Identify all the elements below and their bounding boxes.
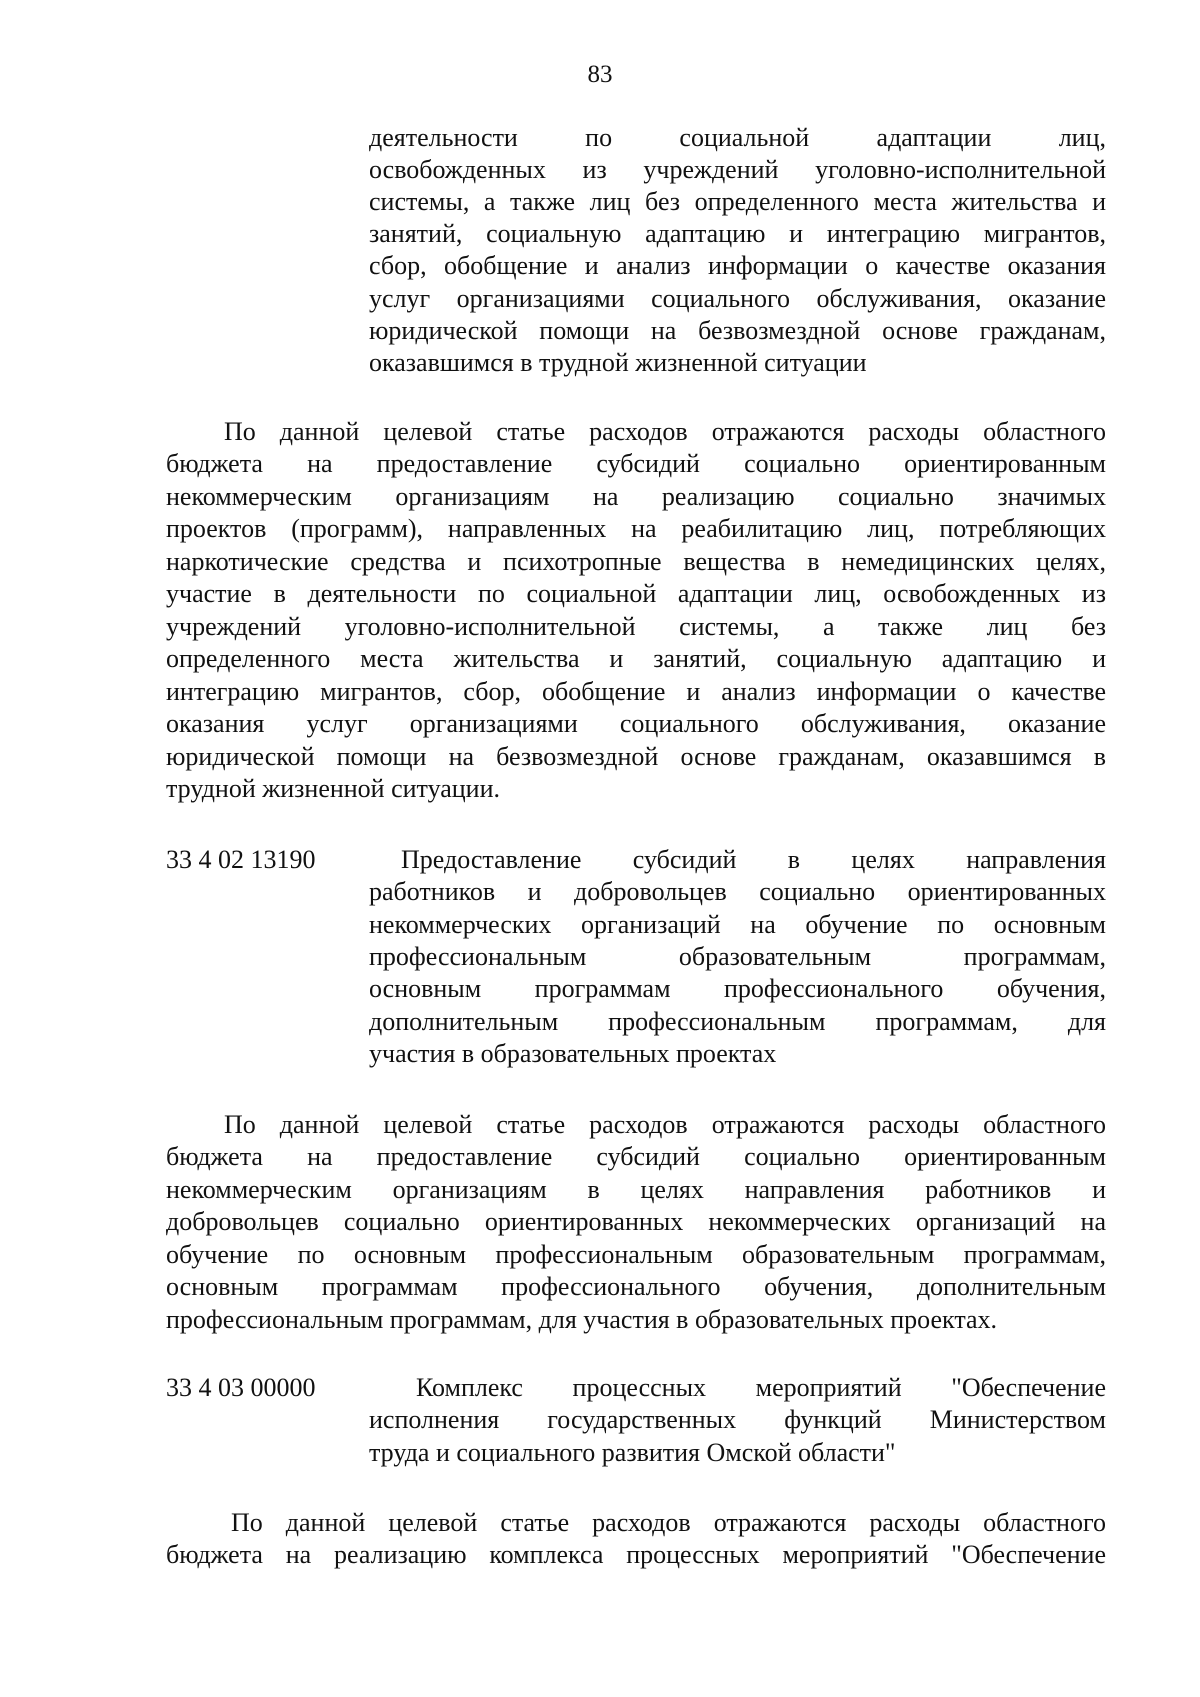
- entry-code: 33 4 03 00000: [166, 1373, 316, 1402]
- text-line: учреждений уголовно-исполнительной системы, а также лиц без: [166, 612, 1106, 641]
- text-line: некоммерческих организаций на обучение по основным: [369, 910, 1106, 939]
- text-line: юридической помощи на безвозмездной основе гражданам,: [369, 316, 1106, 345]
- entry-code: 33 4 02 13190: [166, 845, 316, 874]
- text-line: оказавшимся в трудной жизненной ситуации: [369, 348, 867, 377]
- text-line: профессиональным программам, для участия в образовательных проектах.: [166, 1305, 998, 1334]
- text-line: оказания услуг организациями социального обслуживания, оказание: [166, 709, 1106, 738]
- text-line: По данной целевой статье расходов отражаются расходы областного: [224, 417, 1106, 446]
- text-line: участия в образовательных проектах: [369, 1039, 777, 1068]
- text-line: сбор, обобщение и анализ информации о качестве оказания: [369, 251, 1106, 280]
- text-line: некоммерческим организациям в целях направления работников и: [166, 1175, 1106, 1204]
- text-line: интеграцию мигрантов, сбор, обобщение и анализ информации о качестве: [166, 677, 1106, 706]
- text-line: юридической помощи на безвозмездной основе гражданам, оказавшимся в: [166, 742, 1106, 771]
- text-line: основным программам профессионального обучения,: [369, 974, 1106, 1003]
- text-line: Комплекс процессных мероприятий "Обеспечение: [416, 1373, 1106, 1402]
- text-line: работников и добровольцев социально ориентированных: [369, 877, 1106, 906]
- text-line: проектов (программ), направленных на реабилитацию лиц, потребляющих: [166, 514, 1106, 543]
- text-line: трудной жизненной ситуации.: [166, 774, 501, 803]
- text-line: По данной целевой статье расходов отражаются расходы областного: [231, 1508, 1106, 1537]
- text-line: услуг организациями социального обслуживания, оказание: [369, 284, 1106, 313]
- text-line: системы, а также лиц без определенного места жительства и: [369, 187, 1106, 216]
- text-line: профессиональным образовательным программам,: [369, 942, 1106, 971]
- text-line: Предоставление субсидий в целях направления: [401, 845, 1106, 874]
- text-line: бюджета на предоставление субсидий социально ориентированным: [166, 449, 1106, 478]
- text-line: наркотические средства и психотропные вещества в немедицинских целях,: [166, 547, 1106, 576]
- page-number: 83: [587, 61, 613, 88]
- text-line: основным программам профессионального обучения, дополнительным: [166, 1272, 1106, 1301]
- text-line: обучение по основным профессиональным образовательным программам,: [166, 1240, 1106, 1269]
- text-line: освобожденных из учреждений уголовно-исполнительной: [369, 155, 1106, 184]
- text-line: исполнения государственных функций Министерством: [369, 1405, 1106, 1434]
- text-line: бюджета на реализацию комплекса процессных мероприятий "Обеспечение: [166, 1540, 1106, 1569]
- text-line: участие в деятельности по социальной адаптации лиц, освобожденных из: [166, 579, 1106, 608]
- text-line: По данной целевой статье расходов отражаются расходы областного: [224, 1110, 1106, 1139]
- text-line: бюджета на предоставление субсидий социально ориентированным: [166, 1142, 1106, 1171]
- text-line: определенного места жительства и занятий, социальную адаптацию и: [166, 644, 1106, 673]
- text-line: труда и социального развития Омской области": [369, 1438, 896, 1467]
- text-line: занятий, социальную адаптацию и интеграцию мигрантов,: [369, 219, 1106, 248]
- text-line: некоммерческим организациям на реализацию социально значимых: [166, 482, 1106, 511]
- text-line: дополнительным профессиональным программам, для: [369, 1007, 1106, 1036]
- text-line: добровольцев социально ориентированных некоммерческих организаций на: [166, 1207, 1106, 1236]
- text-line: деятельности по социальной адаптации лиц,: [369, 123, 1106, 152]
